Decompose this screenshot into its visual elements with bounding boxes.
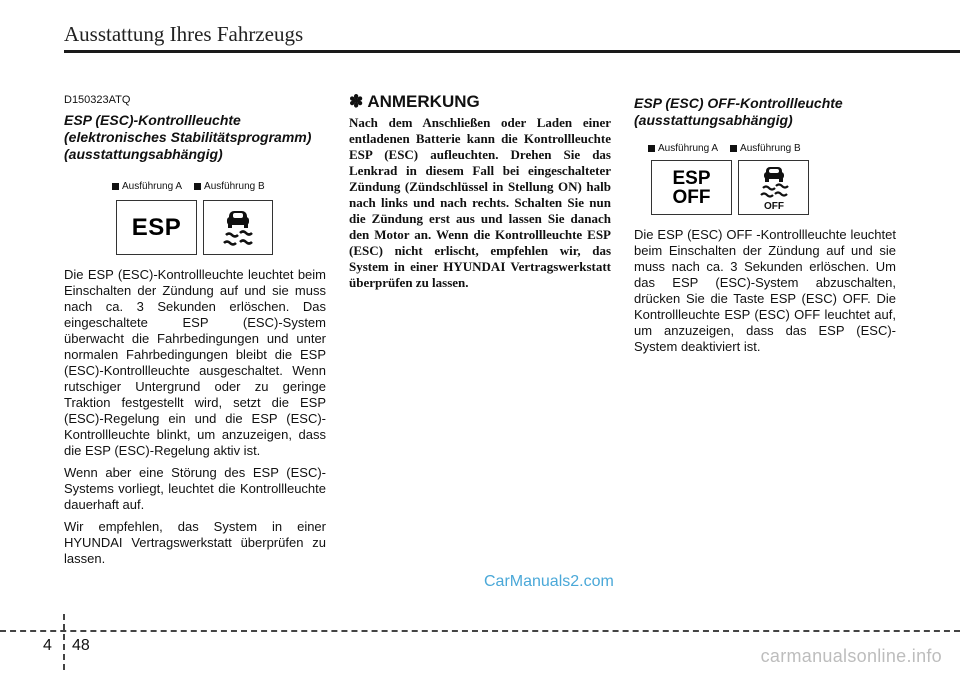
off-label: OFF: [763, 200, 784, 211]
header-rule: [64, 50, 960, 53]
footer-rule: [0, 630, 960, 632]
variant-a-label: Ausführung A: [122, 181, 183, 192]
section-title: [64, 112, 326, 163]
variant-a-label: Ausführung A: [658, 143, 719, 154]
section-title-line: ESP (ESC) OFF-Kontrollleuchte: [634, 95, 843, 111]
body-paragraph: Wenn aber eine Störung des ESP (ESC)-Systems vorliegt, leuchtet die Kontrollleuchte dauerhaft auf.: [64, 465, 326, 512]
section-code: D150323ATQ: [64, 94, 131, 106]
warning-icons: [634, 160, 896, 215]
section-title-line: ESP (ESC)-Kontrollleuchte: [64, 112, 241, 128]
square-bullet-icon: [194, 183, 201, 190]
warning-icons: [64, 200, 326, 255]
skidding-car-off-icon: [738, 160, 809, 215]
section-title-line: (ausstattungsabhängig): [634, 112, 793, 128]
watermark-link[interactable]: CarManuals2.com: [484, 573, 614, 590]
body-paragraph: Die ESP (ESC)-Kontrollleuchte leuchtet beim Einschalten der Zündung auf und sie muss nach ca. 3 Sekunden erlöschen. Das eingeschaltete ESP (ESC)-System überwacht die Fahrbedingungen und unter normalen Fahrbedingungen bleibt die ESP (ESC)-Kontrollleuchte ausgeschaltet. Wenn rutschiger Untergrund oder zu geringe Traktion festgestellt wird, setzt die ESP (ESC)-Regelung ein und die ESP (ESC)-Kontrollleuchte blinkt, um anzuzeigen, dass die ESP (ESC)-Regelung aktiv ist.: [64, 267, 326, 458]
body-paragraph: Die ESP (ESC) OFF -Kontrollleuchte leuchtet beim Einschalten der Zündung auf und sie muss nach ca. 3 Sekunden erlöschen. Um das ESP (ESC)-System abzuschalten, drücken Sie die Taste ESP (ESC) OFF. Die Kontrollleuchte ESP (ESC) OFF leuchtet auf, um anzuzeigen, dass das ESP (ESC)-System deaktiviert ist.: [634, 227, 896, 354]
variant-labels: [634, 143, 896, 154]
esp-section: [64, 90, 326, 573]
variant-b-label: Ausführung B: [740, 143, 801, 154]
variant-b-label: Ausführung B: [204, 181, 265, 192]
skidding-car-icon: [203, 200, 273, 255]
variant-labels: [64, 181, 326, 192]
section-title-line: (ausstattungsabhängig): [64, 146, 223, 162]
section-title: [634, 95, 896, 129]
esp-off-section: [634, 90, 896, 361]
square-bullet-icon: [112, 183, 119, 190]
esp-off-indicator-icon: ESP OFF: [651, 160, 732, 215]
square-bullet-icon: [730, 145, 737, 152]
square-bullet-icon: [648, 145, 655, 152]
body-paragraph: Wir empfehlen, das System in einer HYUNDAI Vertragswerkstatt überprüfen zu lassen.: [64, 519, 326, 566]
esp-indicator-icon: ESP: [116, 200, 197, 255]
note-text: Nach dem Anschließen oder Laden einer entladenen Batterie kann die Kontrollleuchte ESP (ESC) aufleuchten. Drehen Sie das Lenkrad in diesem Fall bei eingeschalteter Zündung (Zündschlüssel in Stellung ON) halb nach links und nach rechts. Schalten Sie nun die Zündung erst aus und lassen Sie danach den Motor an. Wenn die Kontrollleuchte ESP (ESC) nicht erlischt, empfehlen wir, das System in einer HYUNDAI Vertragswerkstatt überprüfen zu lassen.: [349, 115, 611, 290]
page-number: 48: [72, 637, 90, 654]
note-heading: ✽ ANMERKUNG: [349, 92, 480, 111]
chapter-number: 4: [43, 637, 52, 654]
footer-separator: [63, 614, 65, 670]
page-header-title: Ausstattung Ihres Fahrzeugs: [64, 22, 304, 46]
section-title-line: (elektronisches Stabilitätsprogramm): [64, 129, 312, 145]
footer-watermark-url[interactable]: carmanualsonline.info: [760, 646, 942, 666]
note-section: [349, 90, 611, 291]
